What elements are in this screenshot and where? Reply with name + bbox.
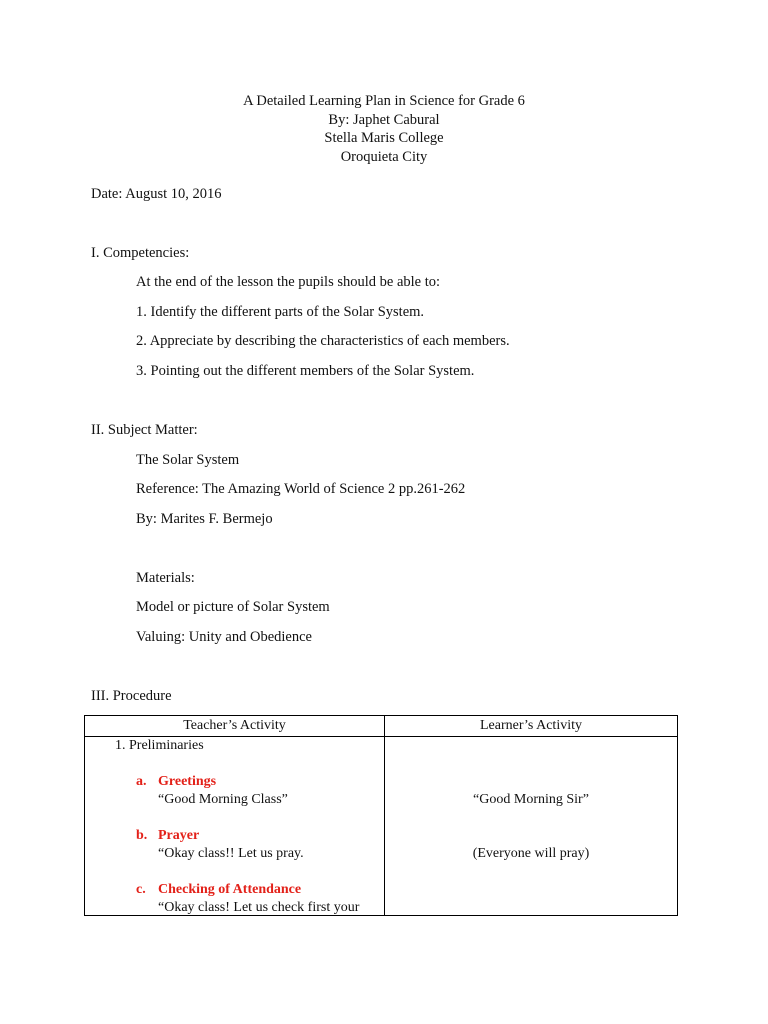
- competencies-heading: I. Competencies:: [91, 245, 190, 261]
- greetings-learner-line: “Good Morning Sir”: [473, 792, 589, 807]
- competency-item: 1. Identify the different parts of the Solar System.: [136, 304, 425, 320]
- document-header: [0, 92, 768, 167]
- preliminaries-label: 1. Preliminaries: [115, 738, 204, 753]
- prayer-learner-line: (Everyone will pray): [472, 846, 590, 861]
- learner-activity-header: Learner’s Activity: [385, 716, 678, 737]
- procedure-table: [84, 715, 678, 916]
- teacher-activity-header: Teacher’s Activity: [85, 716, 385, 737]
- greetings-title: Greetings: [158, 774, 217, 789]
- document-author: By: Japhet Cabural: [328, 111, 440, 128]
- table-row: [85, 737, 678, 916]
- learner-activity-cell: [385, 737, 678, 916]
- subject-matter-heading: II. Subject Matter:: [91, 422, 198, 438]
- competency-item: 2. Appreciate by describing the characteristics of each members.: [136, 333, 510, 349]
- greetings-teacher-line: “Good Morning Class”: [158, 792, 288, 807]
- attendance-title: Checking of Attendance: [158, 882, 302, 897]
- subject-reference: Reference: The Amazing World of Science 2 pp.261-262: [136, 481, 466, 497]
- materials-label: Materials:: [136, 570, 195, 586]
- attendance-teacher-line: “Okay class! Let us check first your: [158, 900, 360, 915]
- competency-item: 3. Pointing out the different members of the Solar System.: [136, 363, 475, 379]
- prayer-title: Prayer: [158, 828, 200, 843]
- table-header-row: [85, 716, 678, 737]
- step-letter: a.: [136, 774, 147, 789]
- lesson-date: Date: August 10, 2016: [91, 186, 222, 202]
- step-letter: b.: [136, 828, 148, 843]
- subject-author: By: Marites F. Bermejo: [136, 511, 273, 527]
- step-letter: c.: [136, 882, 146, 897]
- school-name: Stella Maris College: [324, 130, 444, 147]
- subject-topic: The Solar System: [136, 452, 240, 468]
- city-name: Oroquieta City: [340, 149, 428, 166]
- competencies-intro: At the end of the lesson the pupils should be able to:: [136, 274, 441, 290]
- procedure-heading: III. Procedure: [91, 688, 172, 704]
- valuing-value: Valuing: Unity and Obedience: [136, 629, 312, 645]
- teacher-activity-cell: [85, 737, 385, 916]
- document-title: A Detailed Learning Plan in Science for Grade 6: [243, 93, 525, 109]
- materials-value: Model or picture of Solar System: [136, 599, 330, 615]
- prayer-teacher-line: “Okay class!! Let us pray.: [158, 846, 304, 861]
